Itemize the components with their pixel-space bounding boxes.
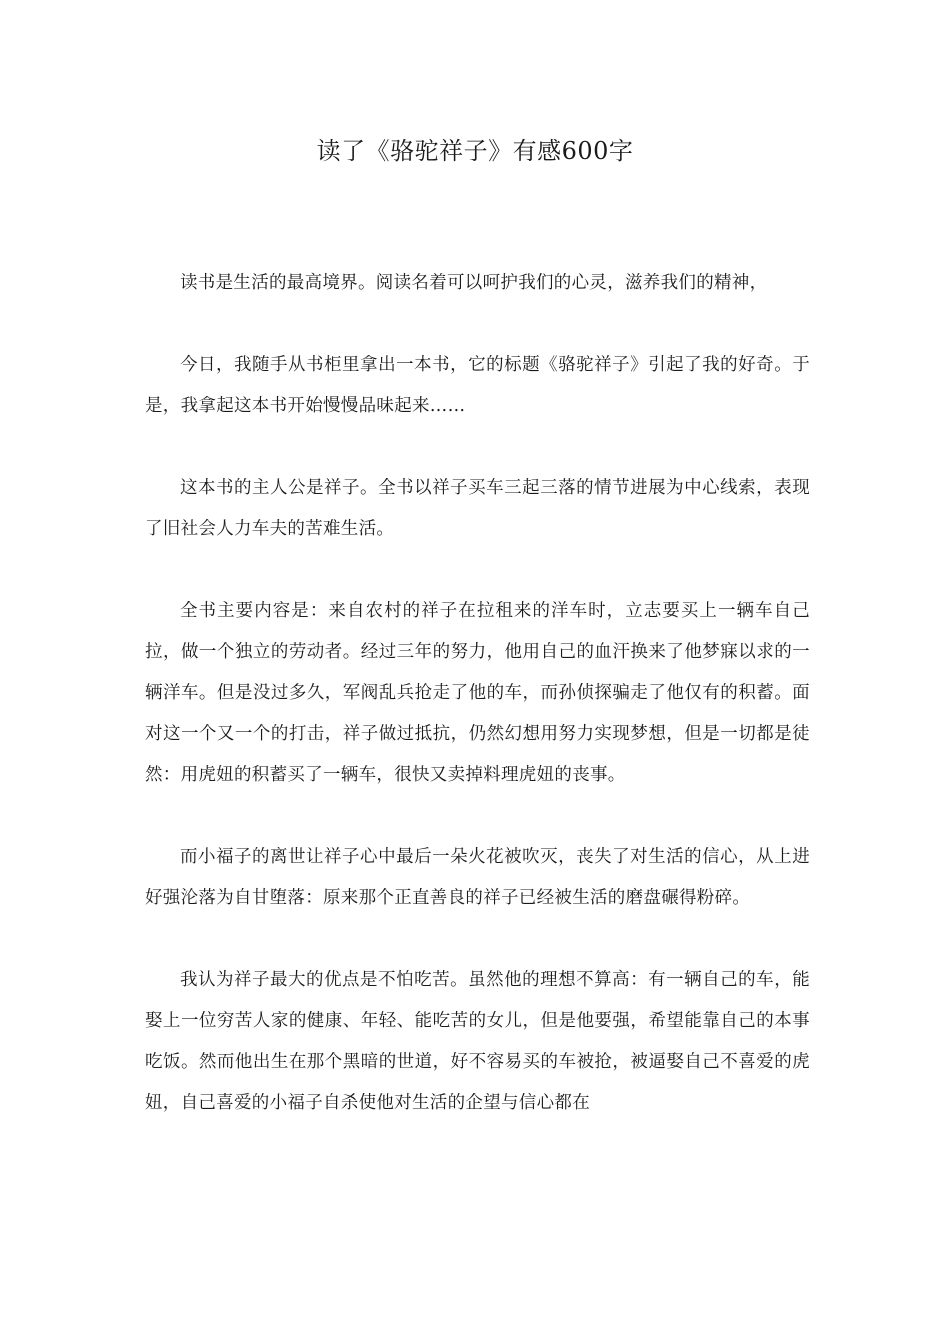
paragraph-6: 我认为祥子最大的优点是不怕吃苦。虽然他的理想不算高：有一辆自己的车，能娶上一位穷苦人家的健康、年轻、能吃苦的女儿，但是他要强，希望能靠自己的本事吃饭。然而他出生在那个黑暗的世道，好不容易买的车被抢，被逼娶自己不喜爱的虎妞，自己喜爱的小福子自杀使他对生活的企望与信心都在 bbox=[145, 970, 810, 1113]
paragraph-3: 这本书的主人公是祥子。全书以祥子买车三起三落的情节进展为中心线索，表现了旧社会人力车夫的苦难生活。 bbox=[145, 478, 810, 539]
paragraph-5: 而小福子的离世让祥子心中最后一朵火花被吹灭，丧失了对生活的信心，从上进好强沦落为自甘堕落：原来那个正直善良的祥子已经被生活的磨盘碾得粉碎。 bbox=[145, 847, 810, 908]
document-body bbox=[145, 263, 810, 1124]
paragraph-1: 读书是生活的最高境界。阅读名着可以呵护我们的心灵，滋养我们的精神， bbox=[180, 273, 768, 293]
paragraph-2: 今日，我随手从书柜里拿出一本书，它的标题《骆驼祥子》引起了我的好奇。于是，我拿起这本书开始慢慢品味起来…… bbox=[145, 355, 810, 416]
document-title: 读了《骆驼祥子》有感600字 bbox=[316, 137, 634, 165]
paragraph-4: 全书主要内容是：来自农村的祥子在拉租来的洋车时，立志要买上一辆车自己拉，做一个独立的劳动者。经过三年的努力，他用自己的血汗换来了他梦寐以求的一辆洋车。但是没过多久，军阀乱兵抢走了他的车，而孙侦探骗走了他仅有的积蓄。面对这一个又一个的打击，祥子做过抵抗，仍然幻想用努力实现梦想，但是一切都是徒然：用虎妞的积蓄买了一辆车，很快又卖掉料理虎妞的丧事。 bbox=[145, 601, 810, 785]
